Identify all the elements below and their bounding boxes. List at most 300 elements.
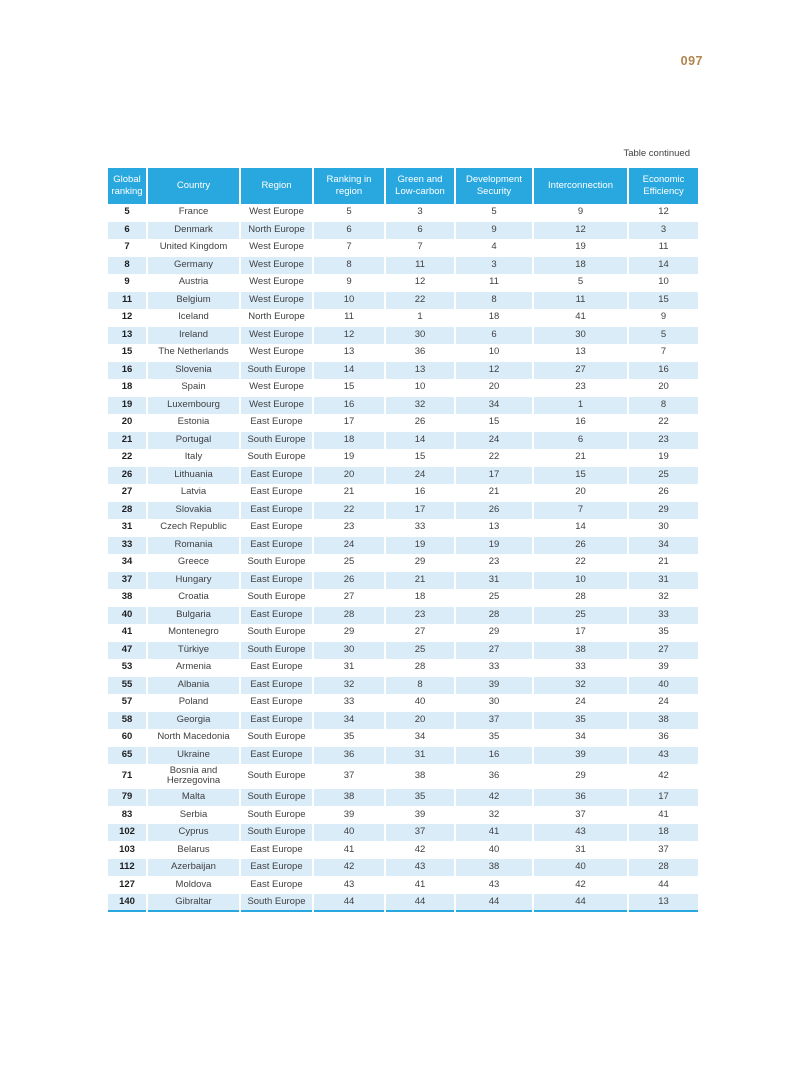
cell-region: North Europe [240, 309, 313, 327]
table-row [108, 642, 698, 660]
cell-development-security: 35 [455, 729, 533, 747]
cell-global-ranking: 20 [108, 414, 147, 432]
table-row [108, 841, 698, 859]
cell-global-ranking: 12 [108, 309, 147, 327]
cell-interconnection: 6 [533, 432, 628, 450]
cell-green-low-carbon: 13 [385, 362, 455, 380]
cell-region: South Europe [240, 729, 313, 747]
cell-development-security: 15 [455, 414, 533, 432]
cell-development-security: 22 [455, 449, 533, 467]
cell-region: West Europe [240, 274, 313, 292]
cell-green-low-carbon: 44 [385, 894, 455, 912]
table-row [108, 859, 698, 877]
cell-ranking-in-region: 32 [313, 677, 385, 695]
cell-ranking-in-region: 17 [313, 414, 385, 432]
cell-global-ranking: 103 [108, 841, 147, 859]
cell-economic-efficiency: 24 [628, 694, 698, 712]
cell-economic-efficiency: 7 [628, 344, 698, 362]
cell-country: Bosnia and Herzegovina [147, 764, 240, 789]
cell-global-ranking: 26 [108, 467, 147, 485]
cell-region: East Europe [240, 414, 313, 432]
cell-economic-efficiency: 11 [628, 239, 698, 257]
cell-ranking-in-region: 41 [313, 841, 385, 859]
cell-development-security: 28 [455, 607, 533, 625]
cell-interconnection: 1 [533, 397, 628, 415]
cell-ranking-in-region: 13 [313, 344, 385, 362]
cell-economic-efficiency: 17 [628, 789, 698, 807]
cell-country: Iceland [147, 309, 240, 327]
cell-global-ranking: 102 [108, 824, 147, 842]
cell-country: Georgia [147, 712, 240, 730]
cell-interconnection: 37 [533, 806, 628, 824]
cell-interconnection: 42 [533, 876, 628, 894]
cell-global-ranking: 79 [108, 789, 147, 807]
cell-development-security: 31 [455, 572, 533, 590]
cell-economic-efficiency: 38 [628, 712, 698, 730]
cell-region: West Europe [240, 344, 313, 362]
cell-country: Malta [147, 789, 240, 807]
cell-green-low-carbon: 25 [385, 642, 455, 660]
cell-global-ranking: 15 [108, 344, 147, 362]
cell-economic-efficiency: 3 [628, 222, 698, 240]
table-row [108, 379, 698, 397]
table-row [108, 502, 698, 520]
cell-interconnection: 29 [533, 764, 628, 789]
cell-country: Armenia [147, 659, 240, 677]
cell-country: Italy [147, 449, 240, 467]
cell-green-low-carbon: 11 [385, 257, 455, 275]
cell-green-low-carbon: 8 [385, 677, 455, 695]
table-row [108, 589, 698, 607]
cell-ranking-in-region: 20 [313, 467, 385, 485]
cell-development-security: 27 [455, 642, 533, 660]
cell-interconnection: 41 [533, 309, 628, 327]
cell-global-ranking: 83 [108, 806, 147, 824]
cell-development-security: 17 [455, 467, 533, 485]
cell-development-security: 38 [455, 859, 533, 877]
cell-country: Albania [147, 677, 240, 695]
cell-green-low-carbon: 39 [385, 806, 455, 824]
cell-economic-efficiency: 26 [628, 484, 698, 502]
table-header-row [108, 168, 698, 204]
cell-green-low-carbon: 32 [385, 397, 455, 415]
cell-interconnection: 23 [533, 379, 628, 397]
cell-green-low-carbon: 42 [385, 841, 455, 859]
cell-economic-efficiency: 36 [628, 729, 698, 747]
cell-interconnection: 17 [533, 624, 628, 642]
cell-economic-efficiency: 33 [628, 607, 698, 625]
cell-country: Türkiye [147, 642, 240, 660]
cell-development-security: 41 [455, 824, 533, 842]
cell-region: South Europe [240, 789, 313, 807]
cell-economic-efficiency: 37 [628, 841, 698, 859]
cell-ranking-in-region: 44 [313, 894, 385, 912]
cell-development-security: 43 [455, 876, 533, 894]
table-row [108, 624, 698, 642]
cell-country: Germany [147, 257, 240, 275]
cell-ranking-in-region: 23 [313, 519, 385, 537]
cell-region: South Europe [240, 764, 313, 789]
cell-country: Lithuania [147, 467, 240, 485]
cell-development-security: 44 [455, 894, 533, 912]
table-row [108, 894, 698, 912]
cell-country: Slovakia [147, 502, 240, 520]
cell-ranking-in-region: 42 [313, 859, 385, 877]
cell-global-ranking: 9 [108, 274, 147, 292]
cell-interconnection: 20 [533, 484, 628, 502]
cell-region: East Europe [240, 677, 313, 695]
cell-development-security: 37 [455, 712, 533, 730]
cell-global-ranking: 37 [108, 572, 147, 590]
cell-economic-efficiency: 29 [628, 502, 698, 520]
cell-region: South Europe [240, 894, 313, 912]
cell-region: East Europe [240, 572, 313, 590]
cell-economic-efficiency: 21 [628, 554, 698, 572]
cell-development-security: 29 [455, 624, 533, 642]
table-row [108, 239, 698, 257]
cell-ranking-in-region: 5 [313, 204, 385, 222]
cell-green-low-carbon: 23 [385, 607, 455, 625]
cell-global-ranking: 7 [108, 239, 147, 257]
cell-green-low-carbon: 37 [385, 824, 455, 842]
cell-development-security: 13 [455, 519, 533, 537]
cell-development-security: 11 [455, 274, 533, 292]
cell-global-ranking: 33 [108, 537, 147, 555]
cell-green-low-carbon: 6 [385, 222, 455, 240]
cell-green-low-carbon: 34 [385, 729, 455, 747]
cell-interconnection: 16 [533, 414, 628, 432]
cell-economic-efficiency: 41 [628, 806, 698, 824]
cell-interconnection: 9 [533, 204, 628, 222]
cell-country: Hungary [147, 572, 240, 590]
cell-interconnection: 12 [533, 222, 628, 240]
table-row [108, 729, 698, 747]
cell-global-ranking: 41 [108, 624, 147, 642]
cell-global-ranking: 6 [108, 222, 147, 240]
cell-development-security: 23 [455, 554, 533, 572]
cell-interconnection: 14 [533, 519, 628, 537]
cell-green-low-carbon: 26 [385, 414, 455, 432]
cell-economic-efficiency: 44 [628, 876, 698, 894]
cell-economic-efficiency: 14 [628, 257, 698, 275]
cell-economic-efficiency: 9 [628, 309, 698, 327]
table-row [108, 519, 698, 537]
cell-ranking-in-region: 15 [313, 379, 385, 397]
cell-economic-efficiency: 42 [628, 764, 698, 789]
table-row [108, 824, 698, 842]
cell-ranking-in-region: 18 [313, 432, 385, 450]
table-row [108, 764, 698, 789]
cell-green-low-carbon: 19 [385, 537, 455, 555]
cell-ranking-in-region: 39 [313, 806, 385, 824]
table-row [108, 659, 698, 677]
table-row [108, 362, 698, 380]
cell-global-ranking: 16 [108, 362, 147, 380]
cell-economic-efficiency: 34 [628, 537, 698, 555]
cell-region: South Europe [240, 449, 313, 467]
cell-green-low-carbon: 41 [385, 876, 455, 894]
cell-interconnection: 11 [533, 292, 628, 310]
cell-interconnection: 39 [533, 747, 628, 765]
cell-country: Cyprus [147, 824, 240, 842]
cell-country: Serbia [147, 806, 240, 824]
cell-global-ranking: 112 [108, 859, 147, 877]
cell-development-security: 26 [455, 502, 533, 520]
cell-interconnection: 27 [533, 362, 628, 380]
cell-interconnection: 21 [533, 449, 628, 467]
cell-economic-efficiency: 20 [628, 379, 698, 397]
cell-ranking-in-region: 29 [313, 624, 385, 642]
cell-global-ranking: 55 [108, 677, 147, 695]
cell-global-ranking: 57 [108, 694, 147, 712]
cell-region: East Europe [240, 659, 313, 677]
table-row [108, 789, 698, 807]
cell-country: France [147, 204, 240, 222]
table-row [108, 327, 698, 345]
cell-economic-efficiency: 22 [628, 414, 698, 432]
cell-development-security: 39 [455, 677, 533, 695]
cell-development-security: 25 [455, 589, 533, 607]
cell-green-low-carbon: 21 [385, 572, 455, 590]
cell-development-security: 21 [455, 484, 533, 502]
cell-region: West Europe [240, 327, 313, 345]
cell-global-ranking: 11 [108, 292, 147, 310]
table-row [108, 572, 698, 590]
cell-green-low-carbon: 16 [385, 484, 455, 502]
cell-country: Belarus [147, 841, 240, 859]
cell-green-low-carbon: 20 [385, 712, 455, 730]
cell-ranking-in-region: 24 [313, 537, 385, 555]
cell-ranking-in-region: 31 [313, 659, 385, 677]
cell-ranking-in-region: 27 [313, 589, 385, 607]
cell-green-low-carbon: 28 [385, 659, 455, 677]
col-header-development-security: Development Security [455, 168, 533, 204]
cell-global-ranking: 71 [108, 764, 147, 789]
cell-global-ranking: 27 [108, 484, 147, 502]
cell-green-low-carbon: 43 [385, 859, 455, 877]
cell-country: Luxembourg [147, 397, 240, 415]
cell-ranking-in-region: 25 [313, 554, 385, 572]
cell-interconnection: 36 [533, 789, 628, 807]
cell-interconnection: 28 [533, 589, 628, 607]
cell-country: Czech Republic [147, 519, 240, 537]
cell-region: East Europe [240, 859, 313, 877]
col-header-region: Region [240, 168, 313, 204]
table-row [108, 204, 698, 222]
cell-region: West Europe [240, 379, 313, 397]
cell-ranking-in-region: 11 [313, 309, 385, 327]
cell-green-low-carbon: 31 [385, 747, 455, 765]
cell-development-security: 33 [455, 659, 533, 677]
cell-country: Bulgaria [147, 607, 240, 625]
cell-interconnection: 24 [533, 694, 628, 712]
cell-economic-efficiency: 13 [628, 894, 698, 912]
table-header [108, 168, 698, 204]
col-header-country: Country [147, 168, 240, 204]
cell-economic-efficiency: 19 [628, 449, 698, 467]
cell-green-low-carbon: 36 [385, 344, 455, 362]
cell-green-low-carbon: 30 [385, 327, 455, 345]
cell-green-low-carbon: 15 [385, 449, 455, 467]
cell-ranking-in-region: 22 [313, 502, 385, 520]
cell-region: East Europe [240, 607, 313, 625]
ranking-table [108, 168, 698, 912]
cell-development-security: 40 [455, 841, 533, 859]
cell-development-security: 19 [455, 537, 533, 555]
cell-interconnection: 31 [533, 841, 628, 859]
cell-region: West Europe [240, 257, 313, 275]
cell-interconnection: 38 [533, 642, 628, 660]
cell-region: South Europe [240, 624, 313, 642]
cell-development-security: 8 [455, 292, 533, 310]
table-row [108, 309, 698, 327]
cell-economic-efficiency: 5 [628, 327, 698, 345]
cell-ranking-in-region: 10 [313, 292, 385, 310]
cell-economic-efficiency: 25 [628, 467, 698, 485]
cell-development-security: 16 [455, 747, 533, 765]
cell-green-low-carbon: 17 [385, 502, 455, 520]
cell-green-low-carbon: 22 [385, 292, 455, 310]
cell-interconnection: 22 [533, 554, 628, 572]
cell-region: East Europe [240, 502, 313, 520]
cell-region: West Europe [240, 292, 313, 310]
cell-green-low-carbon: 10 [385, 379, 455, 397]
cell-country: Ireland [147, 327, 240, 345]
cell-global-ranking: 22 [108, 449, 147, 467]
cell-global-ranking: 60 [108, 729, 147, 747]
cell-region: West Europe [240, 204, 313, 222]
cell-global-ranking: 140 [108, 894, 147, 912]
table-row [108, 344, 698, 362]
cell-economic-efficiency: 18 [628, 824, 698, 842]
cell-region: East Europe [240, 694, 313, 712]
cell-region: West Europe [240, 397, 313, 415]
cell-country: Latvia [147, 484, 240, 502]
col-header-interconnection: Interconnection [533, 168, 628, 204]
cell-interconnection: 19 [533, 239, 628, 257]
cell-development-security: 6 [455, 327, 533, 345]
cell-interconnection: 30 [533, 327, 628, 345]
cell-ranking-in-region: 33 [313, 694, 385, 712]
cell-country: Azerbaijan [147, 859, 240, 877]
cell-country: Belgium [147, 292, 240, 310]
cell-region: East Europe [240, 712, 313, 730]
cell-ranking-in-region: 9 [313, 274, 385, 292]
cell-economic-efficiency: 40 [628, 677, 698, 695]
table-row [108, 467, 698, 485]
cell-interconnection: 43 [533, 824, 628, 842]
cell-region: West Europe [240, 239, 313, 257]
cell-country: Poland [147, 694, 240, 712]
cell-development-security: 30 [455, 694, 533, 712]
cell-economic-efficiency: 32 [628, 589, 698, 607]
col-header-global-ranking: Global ranking [108, 168, 147, 204]
cell-ranking-in-region: 14 [313, 362, 385, 380]
cell-interconnection: 15 [533, 467, 628, 485]
cell-ranking-in-region: 16 [313, 397, 385, 415]
cell-development-security: 42 [455, 789, 533, 807]
cell-ranking-in-region: 19 [313, 449, 385, 467]
cell-ranking-in-region: 12 [313, 327, 385, 345]
cell-green-low-carbon: 18 [385, 589, 455, 607]
cell-economic-efficiency: 39 [628, 659, 698, 677]
cell-region: East Europe [240, 747, 313, 765]
cell-global-ranking: 8 [108, 257, 147, 275]
cell-interconnection: 18 [533, 257, 628, 275]
cell-country: Romania [147, 537, 240, 555]
cell-country: Moldova [147, 876, 240, 894]
table-row [108, 397, 698, 415]
page-number: 097 [680, 54, 703, 68]
cell-country: The Netherlands [147, 344, 240, 362]
cell-country: Portugal [147, 432, 240, 450]
cell-region: East Europe [240, 484, 313, 502]
cell-global-ranking: 127 [108, 876, 147, 894]
cell-interconnection: 25 [533, 607, 628, 625]
cell-ranking-in-region: 30 [313, 642, 385, 660]
cell-green-low-carbon: 35 [385, 789, 455, 807]
cell-interconnection: 5 [533, 274, 628, 292]
table-continued-note: Table continued [623, 148, 690, 159]
table-row [108, 449, 698, 467]
cell-region: South Europe [240, 806, 313, 824]
cell-green-low-carbon: 29 [385, 554, 455, 572]
cell-ranking-in-region: 37 [313, 764, 385, 789]
cell-ranking-in-region: 6 [313, 222, 385, 240]
cell-country: Montenegro [147, 624, 240, 642]
cell-interconnection: 13 [533, 344, 628, 362]
cell-global-ranking: 38 [108, 589, 147, 607]
cell-green-low-carbon: 12 [385, 274, 455, 292]
cell-development-security: 5 [455, 204, 533, 222]
cell-region: South Europe [240, 432, 313, 450]
cell-country: Estonia [147, 414, 240, 432]
cell-development-security: 32 [455, 806, 533, 824]
table-row [108, 554, 698, 572]
cell-economic-efficiency: 12 [628, 204, 698, 222]
cell-interconnection: 33 [533, 659, 628, 677]
table-row [108, 292, 698, 310]
table-row [108, 414, 698, 432]
cell-region: East Europe [240, 537, 313, 555]
cell-development-security: 34 [455, 397, 533, 415]
cell-global-ranking: 65 [108, 747, 147, 765]
cell-economic-efficiency: 15 [628, 292, 698, 310]
cell-interconnection: 26 [533, 537, 628, 555]
cell-development-security: 10 [455, 344, 533, 362]
table-row [108, 274, 698, 292]
cell-region: East Europe [240, 876, 313, 894]
cell-interconnection: 44 [533, 894, 628, 912]
table-row [108, 537, 698, 555]
cell-economic-efficiency: 8 [628, 397, 698, 415]
cell-global-ranking: 19 [108, 397, 147, 415]
cell-green-low-carbon: 38 [385, 764, 455, 789]
cell-country: Croatia [147, 589, 240, 607]
cell-ranking-in-region: 35 [313, 729, 385, 747]
cell-country: Austria [147, 274, 240, 292]
cell-global-ranking: 5 [108, 204, 147, 222]
cell-country: Spain [147, 379, 240, 397]
cell-green-low-carbon: 1 [385, 309, 455, 327]
cell-ranking-in-region: 40 [313, 824, 385, 842]
cell-region: North Europe [240, 222, 313, 240]
cell-country: Slovenia [147, 362, 240, 380]
table-row [108, 432, 698, 450]
table-row [108, 484, 698, 502]
cell-global-ranking: 21 [108, 432, 147, 450]
cell-ranking-in-region: 8 [313, 257, 385, 275]
